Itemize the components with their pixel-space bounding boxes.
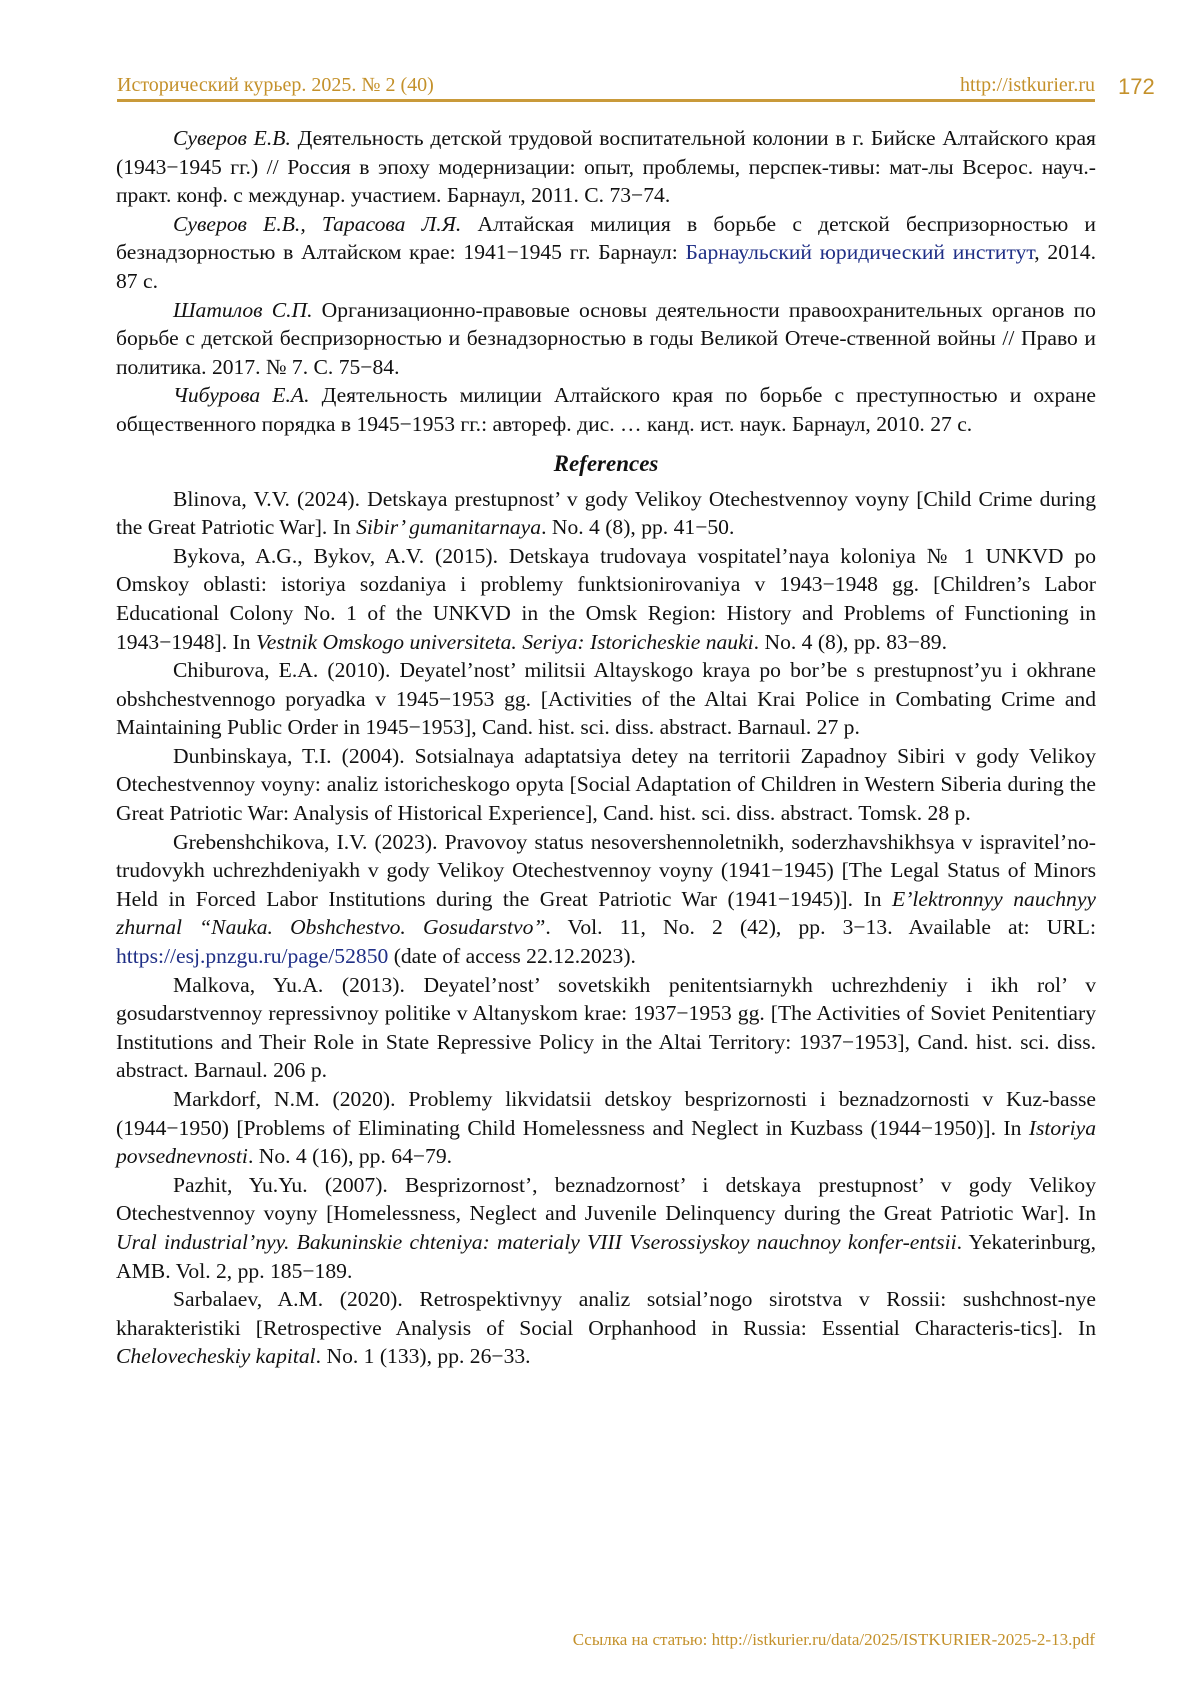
entry-text: Malkova, Yu.A. (2013). Deyatel’nost’ sovetskikh penitentsiarnykh uchrezhdeniy i ikh rol’ v gosudarstvennoy repressivnoy politike v Altanyskom krae: 1937−1953 gg. [The Activities of Soviet Penitentiary Institutions and Their Role in State Repressive Policy in the Altai Territory: 1937−1953], Cand. hist. sci. diss. abstract. Barnaul. 206 p. xyxy=(116,972,1096,1083)
entry-source: E’lektronnyy nauchnyy zhurnal “Nauka. Obshchestvo. Gosudarstvo” xyxy=(116,886,1096,940)
publisher-link[interactable]: Барнаульский юридический институт xyxy=(685,240,1035,265)
reference-entry xyxy=(116,1285,1096,1371)
entry-author: Суверов Е.В., Тарасова Л.Я. xyxy=(173,211,462,236)
entry-text: Деятельность милиции Алтайского края по борьбе с преступностью и охране общественного порядка в 1945−1953 гг.: автореф. дис. … канд. ист. наук. Барнаул, 2010. 27 с. xyxy=(116,383,1096,436)
entry-author: Шатилов С.П. xyxy=(173,297,313,322)
running-header xyxy=(117,72,1095,102)
header-divider xyxy=(117,99,1095,102)
bibliography-entry xyxy=(116,296,1096,382)
bibliography-entry xyxy=(116,210,1096,296)
entry-source: Istoriya povsednevnosti xyxy=(116,1115,1096,1169)
bibliography-entry xyxy=(116,124,1096,210)
page-number: 172 xyxy=(1118,74,1155,99)
entry-text: . Yekaterinburg, AMB. Vol. 2, pp. 185−189. xyxy=(116,1229,1097,1283)
entry-text: Sarbalaev, A.M. (2020). Retrospektivnyy analiz sotsial’nogo sirotstva v Rossii: sushchnost-nye kharakteristiki [Retrospective Analysis of Social Orphanhood in Russia: Essential Characteris-tics]. In xyxy=(116,1287,1096,1340)
entry-text: . No. 4 (8), pp. 83−89. xyxy=(753,629,947,654)
journal-title: Исторический курьер. 2025. № 2 (40) xyxy=(117,74,434,96)
entry-source: Chelovecheskiy kapital xyxy=(116,1344,316,1369)
reference-entry xyxy=(116,485,1096,542)
reference-entry xyxy=(116,1085,1096,1171)
entry-text: Grebenshchikova, I.V. (2023). Pravovoy status nesovershennoletnikh, soderzhavshikhsya v ispravitel’no-trudovykh uchrezhdeniyakh v gody Velikoy Otechestvennoy voyny (1941−1945) [The Legal Status of Minors Held in Forced Labor Institutions during the Great Patriotic War (1941−1945)]. In xyxy=(116,829,1096,911)
entry-text: Bykova, A.G., Bykov, A.V. (2015). Detskaya trudovaya vospitatel’naya koloniya № 1 UNKVD po Omskoy oblasti: istoriya sozdaniya i problemy funktsionirovaniya v 1943−1948 gg. [Children’s Labor Educational Colony No. 1 of the UNKVD in the Omsk Region: History and Problems of Functioning in 1943−1948]. In xyxy=(116,543,1096,654)
entry-text: (date of access 22.12.2023). xyxy=(388,944,636,969)
entry-text: Chiburova, E.A. (2010). Deyatel’nost’ militsii Altayskogo kraya po bor’be s prestupnost’yu i okhrane obshchestvennogo poryadka v 1945−1953 gg. [Activities of the Altai Krai Police in Combating Crime and Maintaining Public Order in 1945−1953], Cand. hist. sci. diss. abstract. Barnaul. 27 p. xyxy=(116,658,1096,740)
entry-text: . Vol. 11, No. 2 (42), pp. 3−13. Available at: URL: xyxy=(545,915,1096,940)
entry-text: Markdorf, N.M. (2020). Problemy likvidatsii detskoy besprizornosti i beznadzornosti v Kuz-basse (1944−1950) [Problems of Eliminating Child Homelessness and Neglect in Kuzbass (1944−1950)]. In xyxy=(116,1087,1096,1140)
entry-text: . No. 4 (8), pp. 41−50. xyxy=(541,515,735,540)
entry-text: , 2014. 87 с. xyxy=(116,240,1096,293)
reference-entry xyxy=(116,828,1096,971)
entry-text: Деятельность детской трудовой воспитательной колонии в г. Бийске Алтайского края (1943−1945 гг.) // Россия в эпоху модернизации: опыт, проблемы, перспек-тивы: мат-лы Всерос. науч.-практ. конф. с междунар. участием. Барнаул, 2011. С. 73−74. xyxy=(116,126,1096,208)
article-citation-link[interactable]: Ссылка на статью: http://istkurier.ru/data/2025/ISTKURIER-2025-2-13.pdf xyxy=(572,1630,1095,1649)
reference-entry xyxy=(116,971,1096,1085)
journal-site-link[interactable]: http://istkurier.ru xyxy=(960,74,1095,96)
external-url-link[interactable]: https://esj.pnzgu.ru/page/52850 xyxy=(116,944,389,969)
entry-text: Dunbinskaya, T.I. (2004). Sotsialnaya adaptatsiya detey na territorii Zapadnoy Sibiri v gody Velikoy Otechestvennoy voyny: analiz istoricheskogo opyta [Social Adaptation of Children in Western Siberia during the Great Patriotic War: Analysis of Historical Experience], Cand. hist. sci. diss. abstract. Tomsk. 28 p. xyxy=(116,743,1096,826)
entry-text: Blinova, V.V. (2024). Detskaya prestupnost’ v gody Velikoy Otechestvennoy voyny [Child Crime during the Great Patriotic War]. In xyxy=(116,486,1096,540)
entry-text: . No. 1 (133), pp. 26−33. xyxy=(315,1344,531,1369)
references-heading: References xyxy=(553,450,659,476)
entry-source: Sibir’ gumanitarnaya xyxy=(356,515,542,540)
reference-entry xyxy=(116,656,1096,742)
article-body xyxy=(116,124,1096,1371)
reference-entry xyxy=(116,542,1096,656)
entry-author: Чибурова Е.А. xyxy=(173,383,310,408)
entry-text: Организационно-правовые основы деятельности правоохранительных органов по борьбе с детской беспризорностью и безнадзорностью в годы Великой Отече-ственной войны // Право и политика. 2017. № 7. С. 75−84. xyxy=(116,297,1096,379)
reference-entry xyxy=(116,742,1096,828)
entry-author: Суверов Е.В. xyxy=(173,126,291,150)
entry-source: Ural industrial’nyy. Bakuninskie chteniya: materialy VIII Vserossiyskoy nauchnoy konfer-entsii xyxy=(116,1229,957,1254)
entry-text: Алтайская милиция в борьбе с детской беспризорностью и безнадзорностью в Алтайском крае: 1941−1945 гг. Барнаул: xyxy=(116,211,1096,265)
entry-source: Vestnik Omskogo universiteta. Seriya: Istoricheskie nauki xyxy=(255,629,754,654)
entry-text: . No. 4 (16), pp. 64−79. xyxy=(247,1144,453,1169)
bibliography-entry xyxy=(116,381,1096,438)
reference-entry xyxy=(116,1171,1096,1285)
entry-text: Pazhit, Yu.Yu. (2007). Besprizornost’, beznadzornost’ i detskaya prestupnost’ v gody Velikoy Otechestvennoy voyny [Homelessness, Neglect and Juvenile Delinquency during the Great Patriotic War]. In xyxy=(116,1172,1096,1226)
